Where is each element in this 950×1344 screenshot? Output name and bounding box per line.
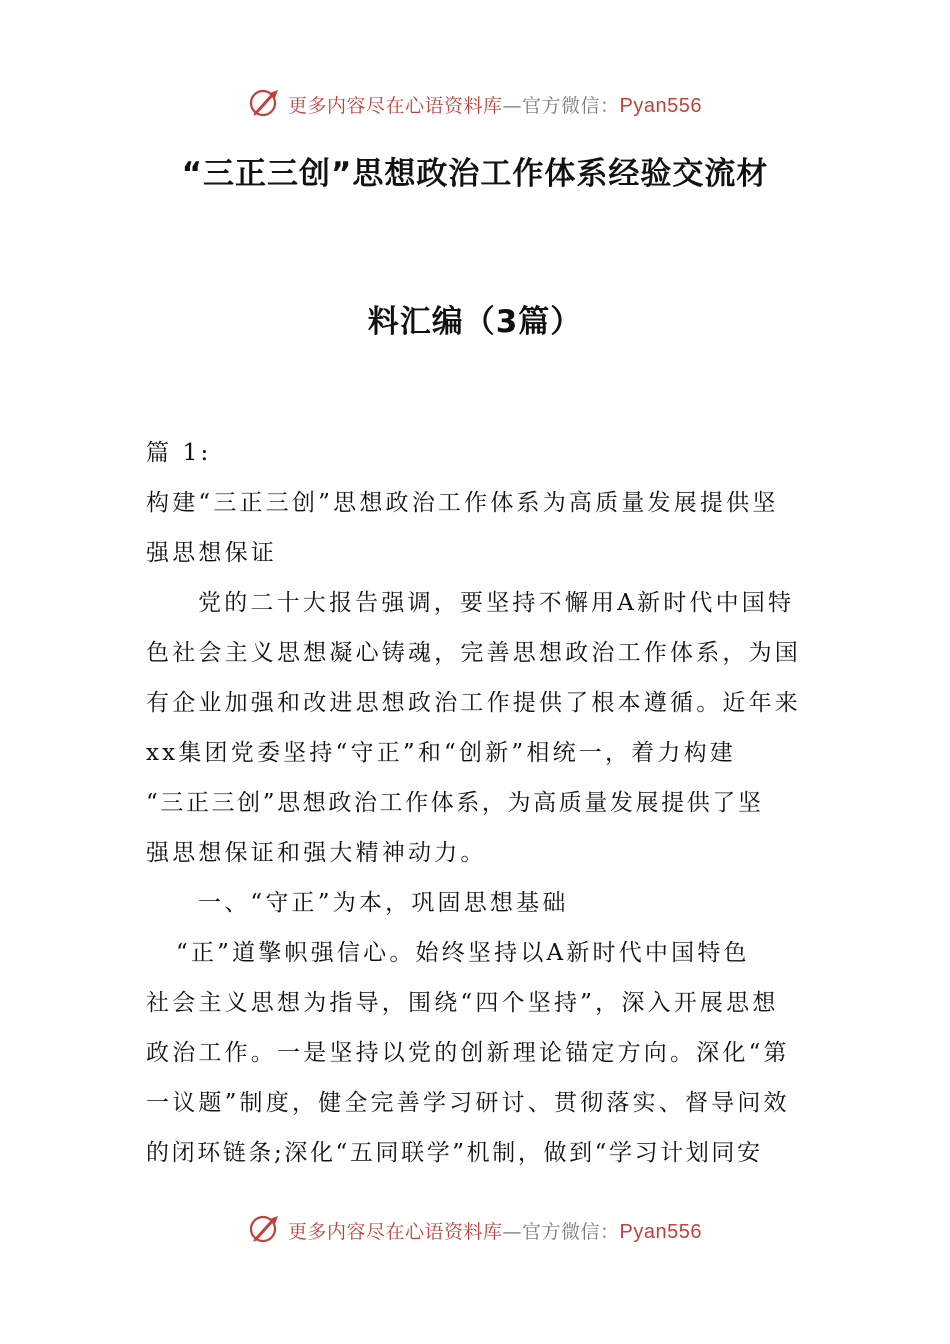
paragraph-line: 党的二十大报告强调，要坚持不懈用A新时代中国特 xyxy=(198,590,795,616)
paragraph-line: 强思想保证和强大精神动力。 xyxy=(146,840,487,866)
paragraph-line: “正”道擎帜强信心。始终坚持以A新时代中国特色 xyxy=(176,940,750,966)
banner-main: 更多内容尽在心语资料库 xyxy=(288,94,503,117)
section-heading-line: 强思想保证 xyxy=(146,540,277,566)
header-banner xyxy=(0,84,950,124)
section-label: 篇 1: xyxy=(146,440,212,466)
document-title-line-2: 料汇编（3篇） xyxy=(367,304,583,340)
paragraph-line: 的闭环链条;深化“五同联学”机制，做到“学习计划同安 xyxy=(146,1140,763,1166)
banner-wechat-label: 官方微信： xyxy=(522,1220,620,1243)
pen-logo-icon xyxy=(248,87,282,121)
paragraph-line: xx集团党委坚持“守正”和“创新”相统一，着力构建 xyxy=(146,740,736,766)
paragraph-line: 有企业加强和改进思想政治工作提供了根本遵循。近年来 xyxy=(146,690,801,716)
paragraph-line: 社会主义思想为指导，围绕“四个坚持”，深入开展思想 xyxy=(146,990,779,1016)
banner-dash: — xyxy=(502,94,523,117)
banner-wechat-id: Pyan556 xyxy=(619,1220,702,1243)
banner-main: 更多内容尽在心语资料库 xyxy=(288,1220,503,1243)
banner-wechat-id: Pyan556 xyxy=(619,94,702,117)
paragraph-line: 政治工作。一是坚持以党的创新理论锚定方向。深化“第 xyxy=(146,1040,790,1066)
paragraph-line: 色社会主义思想凝心铸魂，完善思想政治工作体系，为国 xyxy=(146,640,801,666)
banner-text xyxy=(288,1217,702,1244)
banner-text xyxy=(288,91,702,118)
footer-banner xyxy=(0,1210,950,1250)
paragraph-line: 一议题”制度，健全完善学习研讨、贯彻落实、督导问效 xyxy=(146,1090,790,1116)
subsection-heading: 一、“守正”为本，巩固思想基础 xyxy=(198,890,569,916)
banner-wechat-label: 官方微信： xyxy=(522,94,620,117)
document-title-line-1: “三正三创”思想政治工作体系经验交流材 xyxy=(181,156,769,192)
banner-dash: — xyxy=(502,1220,523,1243)
paragraph-line: “三正三创”思想政治工作体系，为高质量发展提供了坚 xyxy=(146,790,764,816)
pen-logo-icon xyxy=(248,1213,282,1247)
section-heading-line: 构建“三正三创”思想政治工作体系为高质量发展提供坚 xyxy=(146,490,779,516)
